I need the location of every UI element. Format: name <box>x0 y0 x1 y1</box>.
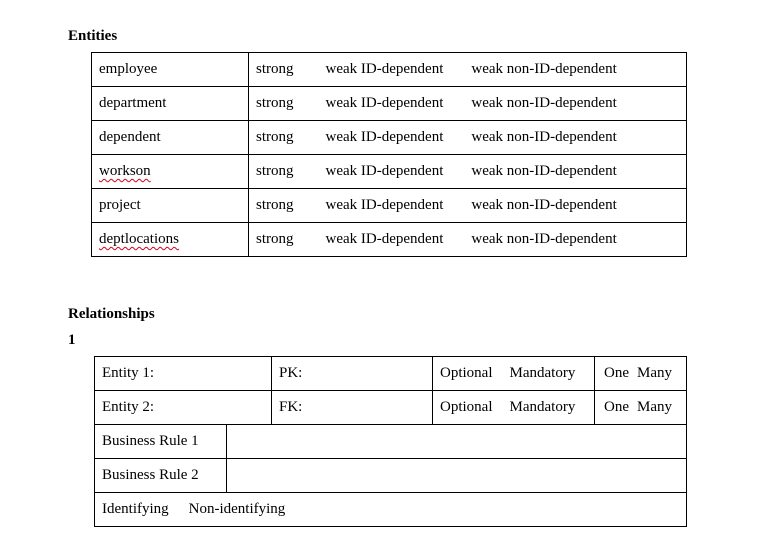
entity-name-cell <box>92 53 249 87</box>
entity-name: workson <box>99 163 151 179</box>
non-identifying-option: Non-identifying <box>188 501 286 517</box>
entity-type-options <box>249 155 687 189</box>
entity1-label: Entity 1: <box>95 357 272 391</box>
entity-weak-id-option: weak ID-dependent <box>325 61 444 77</box>
entity-type-options <box>249 223 687 257</box>
relationships-heading: Relationships <box>68 306 155 322</box>
entity-strong-option: strong <box>256 95 294 111</box>
entity-strong-option: strong <box>256 61 294 77</box>
business-rule-1-row <box>95 425 687 459</box>
business-rule-1-label: Business Rule 1 <box>95 425 227 459</box>
entity1-row <box>95 357 687 391</box>
entity-weak-id-option: weak ID-dependent <box>325 95 444 111</box>
entity-weak-id-option: weak ID-dependent <box>325 163 444 179</box>
entity1-optional: Optional <box>440 365 493 381</box>
entity-name: department <box>99 95 167 111</box>
entity-strong-option: strong <box>256 197 294 213</box>
entity1-participation <box>433 357 595 391</box>
entity-weak-non-id-option: weak non-ID-dependent <box>471 129 617 145</box>
identifying-options <box>95 493 687 527</box>
identifying-option: Identifying <box>102 501 169 517</box>
entity-row <box>92 189 687 223</box>
entity2-cardinality <box>595 391 687 425</box>
entity2-fk: FK: <box>272 391 433 425</box>
entity2-participation <box>433 391 595 425</box>
entity-strong-option: strong <box>256 163 294 179</box>
entity-name-cell <box>92 223 249 257</box>
entity1-mandatory: Mandatory <box>509 365 576 381</box>
entity-strong-option: strong <box>256 129 294 145</box>
entity-weak-non-id-option: weak non-ID-dependent <box>471 163 617 179</box>
entity1-many: Many <box>637 365 672 381</box>
entity-weak-non-id-option: weak non-ID-dependent <box>471 61 617 77</box>
business-rule-2-label: Business Rule 2 <box>95 459 227 493</box>
relationship-table <box>94 356 687 527</box>
entity1-pk: PK: <box>272 357 433 391</box>
entity2-many: Many <box>637 399 672 415</box>
entity-name: project <box>99 197 141 213</box>
entity1-cardinality <box>595 357 687 391</box>
entity-weak-non-id-option: weak non-ID-dependent <box>471 231 617 247</box>
entity-name: deptlocations <box>99 231 179 247</box>
entity-name: employee <box>99 61 158 77</box>
entity-type-options <box>249 121 687 155</box>
entity-strong-option: strong <box>256 231 294 247</box>
entity-row <box>92 87 687 121</box>
entity-weak-non-id-option: weak non-ID-dependent <box>471 95 617 111</box>
relationship-number: 1 <box>68 332 76 348</box>
entities-heading: Entities <box>68 28 118 44</box>
business-rule-2-row <box>95 459 687 493</box>
entity-type-options <box>249 87 687 121</box>
entity-name: dependent <box>99 129 161 145</box>
entity-row <box>92 121 687 155</box>
entity-weak-id-option: weak ID-dependent <box>325 129 444 145</box>
entity-weak-id-option: weak ID-dependent <box>325 231 444 247</box>
entity-weak-non-id-option: weak non-ID-dependent <box>471 197 617 213</box>
entity-name-cell <box>92 155 249 189</box>
entity2-mandatory: Mandatory <box>509 399 576 415</box>
entity-type-options <box>249 53 687 87</box>
entity2-one: One <box>604 399 629 415</box>
business-rule-1-value <box>227 425 687 459</box>
business-rule-2-value <box>227 459 687 493</box>
identifying-row <box>95 493 687 527</box>
entity-type-options <box>249 189 687 223</box>
entity1-one: One <box>604 365 629 381</box>
entities-table <box>91 52 687 257</box>
entity2-label: Entity 2: <box>95 391 272 425</box>
entity-name-cell <box>92 189 249 223</box>
entity-weak-id-option: weak ID-dependent <box>325 197 444 213</box>
entity-row <box>92 53 687 87</box>
entity-name-cell <box>92 121 249 155</box>
entity-name-cell <box>92 87 249 121</box>
entity-row <box>92 223 687 257</box>
entity-row <box>92 155 687 189</box>
entity2-optional: Optional <box>440 399 493 415</box>
entity2-row <box>95 391 687 425</box>
